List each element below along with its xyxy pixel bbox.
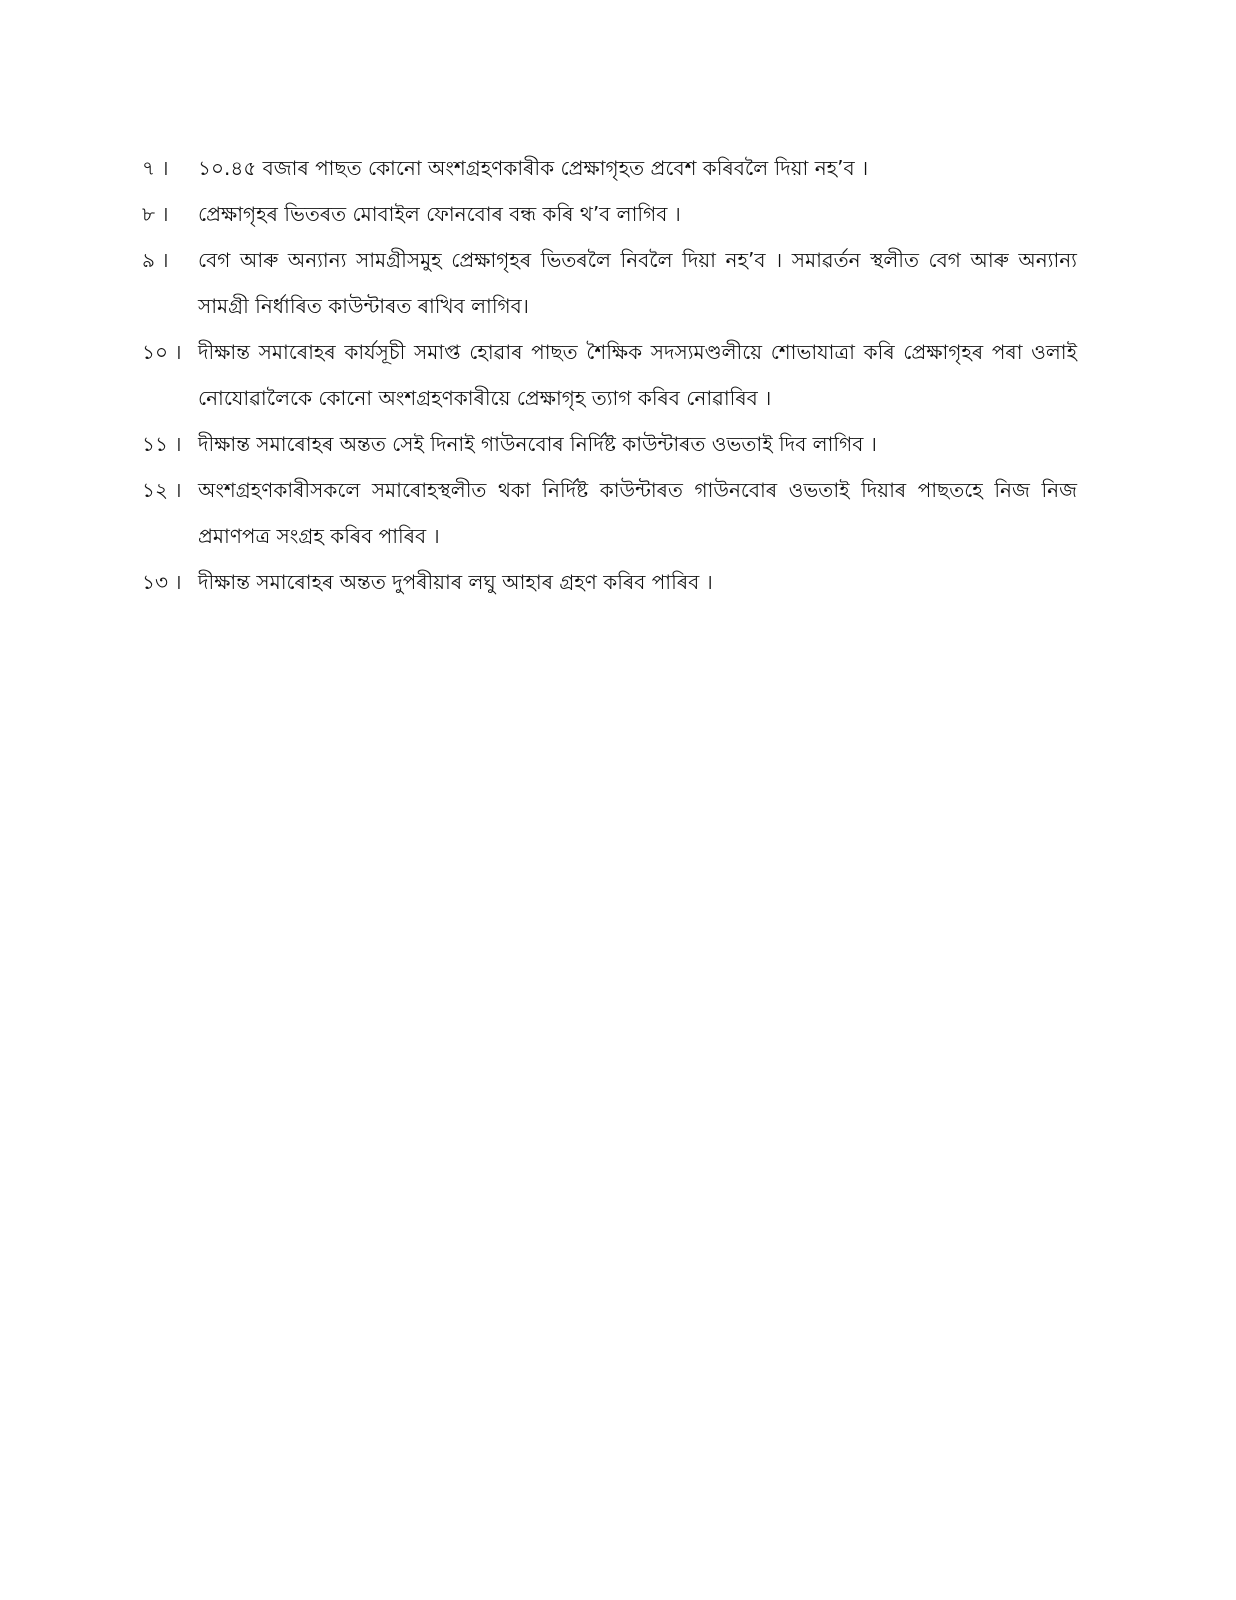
rule-text: প্ৰেক্ষাগৃহৰ ভিতৰত মোবাইল ফোনবোৰ বন্ধ কৰি থ’ব লাগিব । [198,202,681,226]
rule-text: দীক্ষান্ত সমাৰোহৰ অন্তত সেই দিনাই গাউনবোৰ নিৰ্দিষ্ট কাউন্টাৰত ওভতাই দিব লাগিব । [198,432,877,456]
rule-number: ৯ । [142,248,169,272]
rules-list [142,145,1077,605]
rule-number: ১৩ । [142,570,182,594]
rule-text: দীক্ষান্ত সমাৰোহৰ কাৰ্যসূচী সমাপ্ত হোৱাৰ পাছত শৈক্ষিক সদস্যমণ্ডলীয়ে শোভাযাত্ৰা কৰি প্ৰেক্ষাগৃহৰ পৰা ওলাই নোযোৱালৈকে কোনো অংশগ্ৰহণকাৰীয়ে প্ৰেক্ষাগৃহ ত্যাগ কৰিব নোৱাৰিব । [198,340,1077,410]
rule-text: অংশগ্ৰহণকাৰীসকলে সমাৰোহস্থলীত থকা নিৰ্দিষ্ট কাউন্টাৰত গাউনবোৰ ওভতাই দিয়াৰ পাছতহে নিজ নিজ প্ৰমাণপত্ৰ সংগ্ৰহ কৰিব পাৰিব । [198,478,1077,548]
rule-number: ১১ । [142,432,182,456]
rule-item [142,421,1077,467]
rule-text: দীক্ষান্ত সমাৰোহৰ অন্তত দুপৰীয়াৰ লঘু আহাৰ গ্ৰহণ কৰিব পাৰিব । [198,570,713,594]
rule-item [142,329,1077,421]
rule-number: ৭ । [142,156,169,180]
rule-item [142,467,1077,559]
rule-text: ১০.৪৫ বজাৰ পাছত কোনো অংশগ্ৰহণকাৰীক প্ৰেক্ষাগৃহত প্ৰবেশ কৰিবলৈ দিয়া নহ’ব । [198,156,869,180]
rule-number: ৮ । [142,202,169,226]
rule-number: ১০ । [142,340,182,364]
rule-item [142,145,1077,191]
rule-number: ১২ । [142,478,182,502]
rule-text: বেগ আৰু অন্যান্য সামগ্ৰীসমুহ প্ৰেক্ষাগৃহৰ ভিতৰলৈ নিবলৈ দিয়া নহ’ব । সমাৱৰ্তন স্থলীত বেগ আৰু অন্যান্য সামগ্ৰী নিৰ্ধাৰিত কাউন্টাৰত ৰাখিব লাগিব। [198,248,1077,318]
rule-item [142,559,1077,605]
rule-item [142,191,1077,237]
rule-item [142,237,1077,329]
